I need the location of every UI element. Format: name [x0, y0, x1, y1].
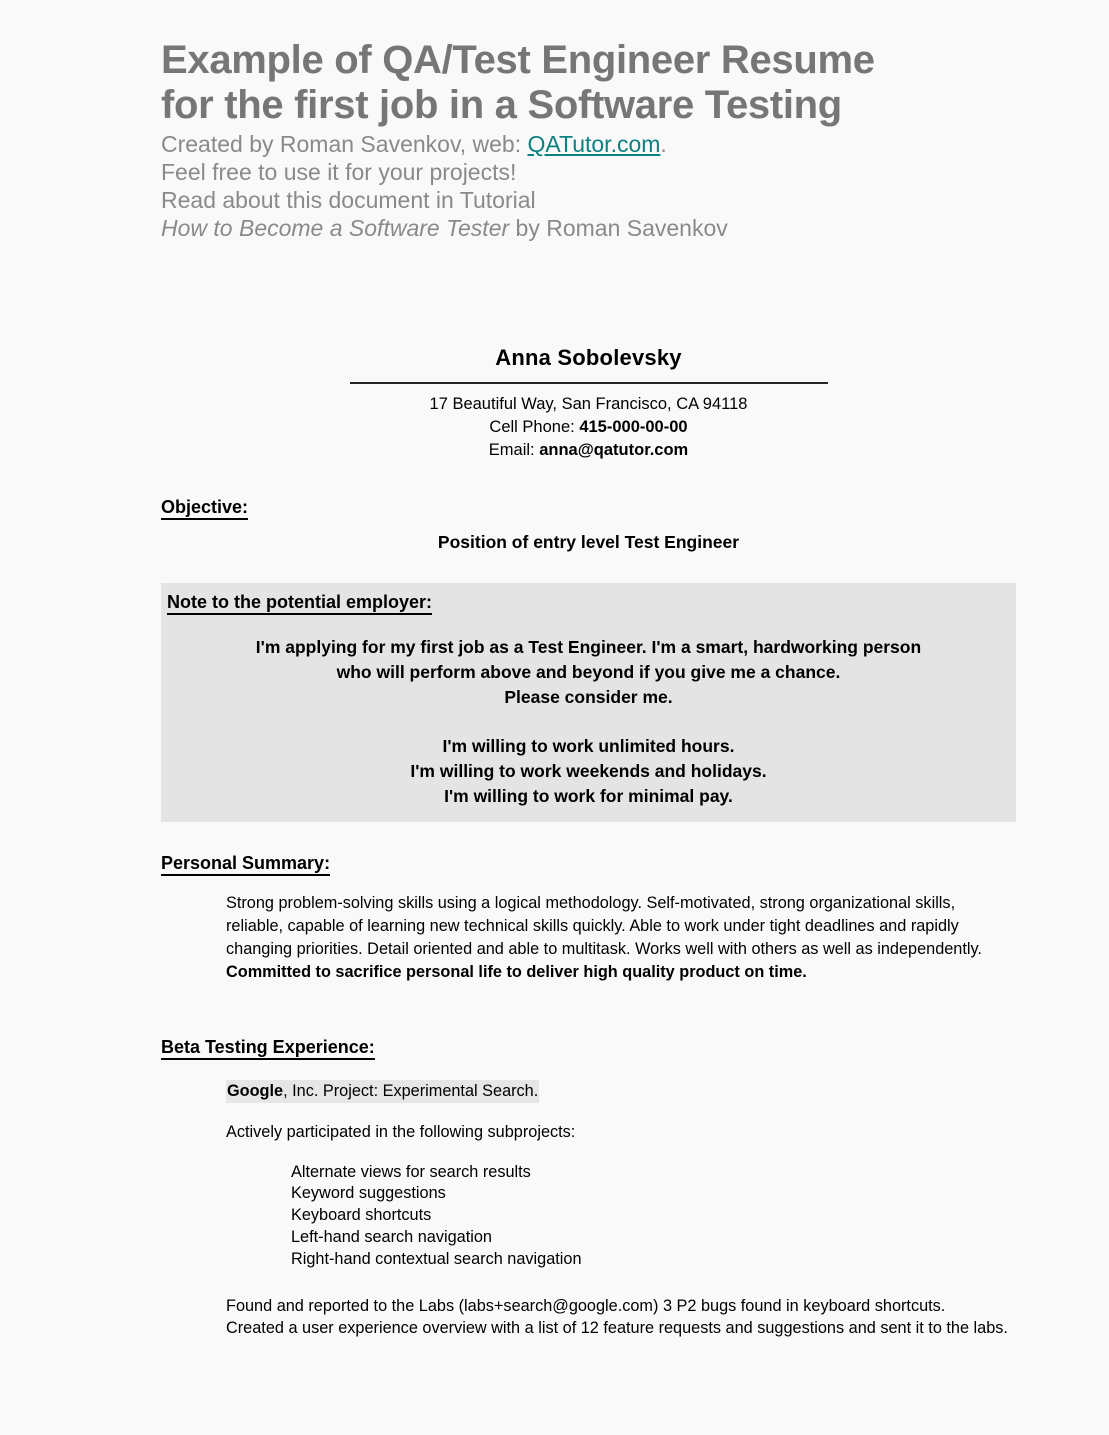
employer-note-heading [161, 592, 1016, 613]
employer-note-paragraph-1 [161, 635, 1016, 710]
promo-title-line-2: for the first job in a Software Testing [161, 82, 842, 127]
objective-section-heading [161, 497, 1016, 518]
contact-email [161, 439, 1016, 462]
contact-email-value: anna@qatutor.com [539, 440, 689, 459]
personal-summary-text [226, 892, 1011, 983]
promo-title-line-1: Example of QA/Test Engineer Resume [161, 38, 875, 82]
beta-testing-section-heading [161, 1037, 1016, 1058]
company-project-rest: , Inc. Project: Experimental Search. [283, 1081, 539, 1100]
promo-tutorial-author: by Roman Savenkov [509, 214, 728, 241]
list-item: Keyword suggestions [291, 1184, 446, 1203]
promo-created-by-line [161, 130, 1041, 158]
employer-note-p1-line2: who will perform above and beyond if you give me a chance. [336, 662, 841, 683]
contact-phone [161, 416, 1016, 439]
promo-header [161, 38, 1041, 242]
personal-summary-heading-text: Personal Summary: [161, 853, 330, 876]
company-name: Google [227, 1081, 284, 1100]
company-project-line [226, 1082, 1016, 1101]
employer-note-p1-line3: Please consider me. [504, 686, 673, 707]
employer-note-p2-line2: I'm willing to work weekends and holidays. [410, 760, 767, 781]
employer-note-spacer [161, 710, 1016, 734]
employer-note-p1-line1: I'm applying for my first job as a Test Engineer. I'm a smart, hardworking person [255, 637, 922, 658]
name-divider-rule [350, 382, 828, 384]
list-item: Right-hand contextual search navigation [291, 1249, 582, 1268]
list-item: Keyboard shortcuts [291, 1206, 432, 1225]
closing-paragraph-2: Created a user experience overview with a list of 12 feature requests and suggestions and sent it to the labs. [226, 1318, 1008, 1337]
list-item: Alternate views for search results [291, 1162, 531, 1181]
employer-note-block [161, 583, 1016, 822]
personal-summary-regular-text: Strong problem-solving skills using a logical methodology. Self-motivated, strong organizational skills, reliable, capable of learning new technical skills quickly. Able to work under tight deadlines and rapidly changing priorities. Detail oriented and able to multitask. Works well with others as well as independently. [226, 894, 982, 958]
promo-free-use-line: Feel free to use it for your projects! [161, 158, 517, 185]
objective-value: Position of entry level Test Engineer [437, 532, 740, 553]
qatutor-link[interactable]: QATutor.com [527, 130, 661, 157]
employer-note-p2-line1: I'm willing to work unlimited hours. [442, 735, 735, 756]
subprojects-list [291, 1162, 1016, 1271]
personal-summary-section-heading [161, 853, 1016, 874]
contact-email-label: Email: [488, 440, 540, 459]
employer-note-heading-text: Note to the potential employer: [167, 592, 432, 615]
contact-block [161, 393, 1016, 461]
objective-heading-text: Objective: [161, 497, 248, 520]
promo-created-suffix: . [660, 130, 667, 157]
contact-phone-value: 415-000-00-00 [579, 417, 688, 436]
contact-address: 17 Beautiful Way, San Francisco, CA 94118 [429, 395, 748, 413]
promo-tutorial-title: How to Become a Software Tester [161, 214, 510, 241]
company-project-highlight [226, 1080, 539, 1103]
closing-paragraph-1: Found and reported to the Labs (labs+search@google.com) 3 P2 bugs found in keyboard shortcuts. [226, 1296, 946, 1315]
promo-tutorial-line [161, 214, 1041, 242]
promo-created-prefix: Created by Roman Savenkov, web: [161, 130, 528, 157]
employer-note-p2-line3: I'm willing to work for minimal pay. [444, 785, 733, 806]
candidate-name: Anna Sobolevsky [495, 345, 682, 370]
employer-note-paragraph-2 [161, 734, 1016, 809]
resume-content [161, 345, 1016, 1339]
beta-testing-heading-text: Beta Testing Experience: [161, 1037, 375, 1060]
promo-read-about-line: Read about this document in Tutorial [161, 186, 536, 213]
contact-phone-label: Cell Phone: [489, 417, 580, 436]
personal-summary-bold-text: Committed to sacrifice personal life to deliver high quality product on time. [226, 962, 807, 981]
list-item: Left-hand search navigation [291, 1228, 492, 1247]
subprojects-intro: Actively participated in the following subprojects: [226, 1122, 576, 1141]
